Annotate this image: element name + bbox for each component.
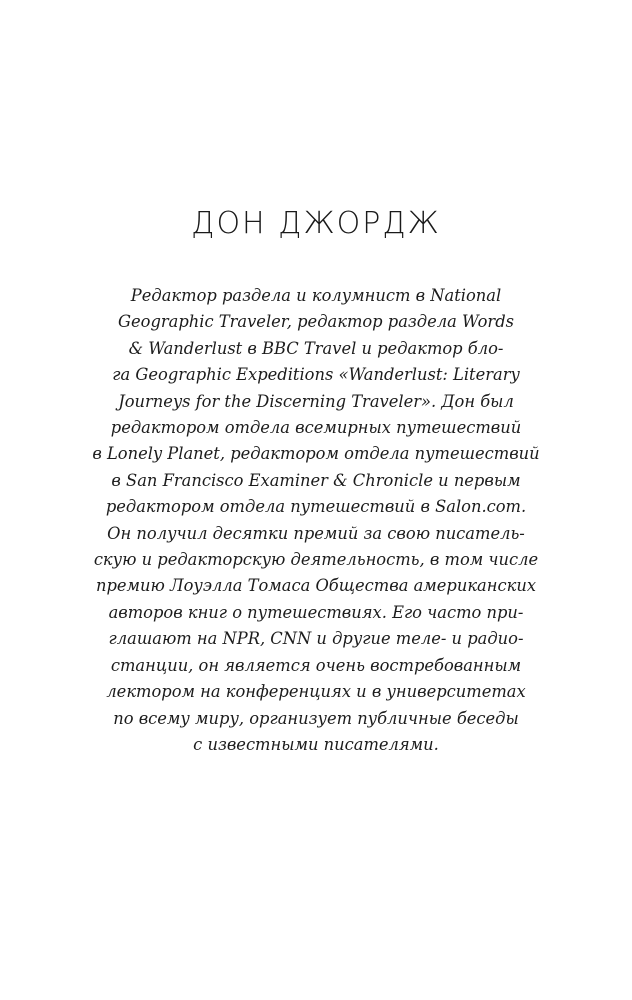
bio-line: Geographic Traveler, редактор раздела Words [118,312,514,332]
bio-line: Journeys for the Discerning Traveler». Дон был [118,391,514,411]
bio-line: редактором отдела всемирных путешествий [110,418,522,438]
author-bio [0,283,632,758]
bio-line: лектором на конференциях и в университетах [106,682,526,702]
bio-line: в Lonely Planet, редактором отдела путешествий [92,444,540,464]
author-name-heading: ДОН ДЖОРДЖ [191,206,441,241]
bio-line: премию Лоуэлла Томаса Общества американских [95,576,536,596]
bio-line: Редактор раздела и колумнист в National [130,286,502,305]
bio-line: Он получил десятки премий за свою писатель- [107,523,525,543]
bio-line: авторов книг о путешествиях. Его часто при- [108,602,524,622]
bio-line: редактором отдела путешествий в Salon.com. [105,497,527,517]
bio-line: & Wanderlust в BBC Travel и редактор бло- [128,338,504,358]
bio-line: га Geographic Expeditions «Wanderlust: Literary [112,365,520,385]
bio-line: с известными писателями. [193,734,439,754]
bio-line: по всему миру, организует публичные беседы [113,708,519,728]
bio-line: в San Francisco Examiner & Chronicle и первым [111,470,521,490]
bio-line: глашают на NPR, CNN и другие теле- и радио- [108,629,524,649]
bio-line: станции, он является очень востребованным [110,655,522,675]
bio-line: скую и редакторскую деятельность, в том числе [93,550,539,570]
